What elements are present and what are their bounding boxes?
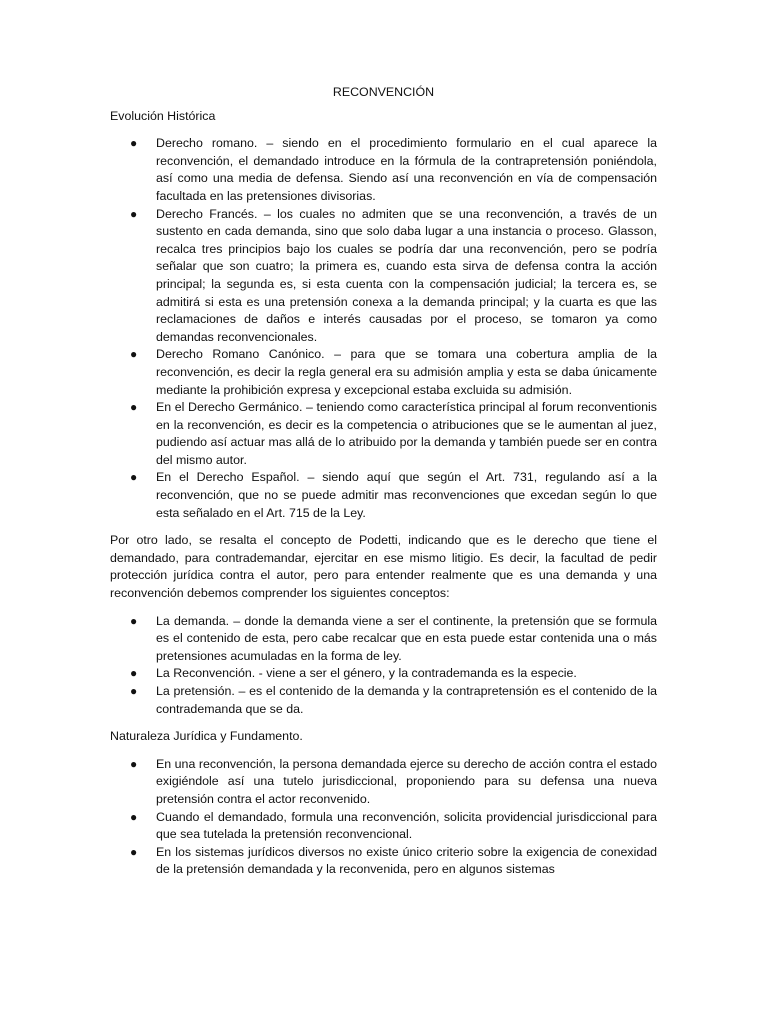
- list-item-text: La Reconvención. - viene a ser el género, y la contrademanda es la especie.: [156, 666, 577, 681]
- list-item-text: Cuando el demandado, formula una reconvención, solicita providencial jurisdiccional para que sea tutelada la pretensión reconvencional.: [156, 809, 657, 842]
- bullet-list-conceptos: [110, 613, 657, 719]
- bullet-list-evolucion: [110, 135, 657, 522]
- list-item-text: Derecho Francés. – los cuales no admiten que se una reconvención, a través de un sustento en cada demanda, sino que solo daba lugar a una instancia o proceso. Glasson, recalca tres principios bajo los cuales se podría dar una reconvención, pero se podría señalar que son cuatro; la primera es, cuando esta sirva de defensa contra la acción principal; la segunda es, si esta cuenta con la compensación judicial; la tercera es, se admitirá si esta es una pretensión conexa a la demanda principal; y la cuarta es que las reclamaciones de daños e interés causadas por el proceso, se tomaron ya como demandas reconvencionales.: [156, 206, 657, 344]
- document-page: [110, 84, 657, 889]
- document-title: RECONVENCIÓN: [332, 85, 435, 99]
- bullet-icon: ●: [130, 347, 138, 362]
- bullet-icon: ●: [130, 613, 138, 628]
- paragraph-podetti: Por otro lado, se resalta el concepto de Podetti, indicando que es le derecho que tiene el demandado, para contrademandar, ejercitar en ese mismo litigio. Es decir, la facultad de pedir protección jurídica contra el autor, pero para entender realmente que es una demanda y una reconvención debemos comprender los siguientes conceptos:: [110, 533, 657, 601]
- bullet-list-naturaleza: [110, 756, 657, 879]
- list-item-text: Derecho romano. – siendo en el procedimiento formulario en el cual aparece la reconvención, el demandado introduce en la fórmula de la contrapretensión poniéndola, así como una media de defensa. Siendo así una reconvención en vía de compensación facultada en las pretensiones divisorias.: [156, 136, 657, 203]
- section-heading-naturaleza: Naturaleza Jurídica y Fundamento.: [110, 729, 303, 744]
- list-item: [110, 469, 657, 522]
- list-item-text: En el Derecho Español. – siendo aquí que según el Art. 731, regulando así a la reconvención, que no se puede admitir mas reconvenciones que excedan según lo que esta señalado en el Art. 715 de la Ley.: [156, 470, 657, 520]
- bullet-icon: ●: [130, 666, 138, 681]
- bullet-icon: ●: [130, 136, 138, 151]
- section-heading-evolucion: Evolución Histórica: [110, 108, 216, 123]
- list-item-text: La pretensión. – es el contenido de la demanda y la contrapretensión es el contenido de la contrademanda que se da.: [156, 684, 657, 716]
- bullet-icon: ●: [130, 206, 138, 221]
- list-item-text: En el Derecho Germánico. – teniendo como característica principal al forum reconventionis en la reconvención, es decir es la competencia o atribuciones que se le aumentan al juez, pudiendo así actuar mas allá de lo atribuido por la demanda y también puede ser en contra del mismo autor.: [156, 400, 657, 467]
- bullet-icon: ●: [130, 400, 138, 415]
- list-item: [110, 613, 657, 666]
- bullet-icon: ●: [130, 809, 138, 824]
- list-item-text: La demanda. – donde la demanda viene a ser el continente, la pretensión que se formula es el contenido de esta, pero cabe recalcar que en esta puede estar contenida una o más pretensiones acumuladas en la forma de ley.: [156, 613, 657, 663]
- bullet-icon: ●: [130, 470, 138, 485]
- list-item: [110, 683, 657, 718]
- list-item: [110, 756, 657, 809]
- list-item: [110, 135, 657, 205]
- list-item-text: En los sistemas jurídicos diversos no existe único criterio sobre la exigencia de conexidad de la pretensión demandada y la reconvenida, pero en algunos sistemas: [156, 844, 657, 877]
- bullet-icon: ●: [130, 756, 138, 771]
- list-item: [110, 399, 657, 469]
- list-item: [110, 346, 657, 399]
- list-item: [110, 844, 657, 879]
- list-item: [110, 809, 657, 844]
- bullet-icon: ●: [130, 844, 138, 859]
- list-item-text: En una reconvención, la persona demandada ejerce su derecho de acción contra el estado exigiéndole así una tutelo jurisdiccional, proponiendo para su defensa una nueva pretensión contra el actor reconvenido.: [156, 756, 657, 806]
- list-item: [110, 665, 657, 683]
- list-item-text: Derecho Romano Canónico. – para que se tomara una cobertura amplia de la reconvención, es decir la regla general era su admisión amplia y esta se daba únicamente mediante la prohibición expresa y excepcional estaba excluida su admisión.: [156, 347, 657, 397]
- list-item: [110, 206, 657, 347]
- bullet-icon: ●: [130, 684, 138, 698]
